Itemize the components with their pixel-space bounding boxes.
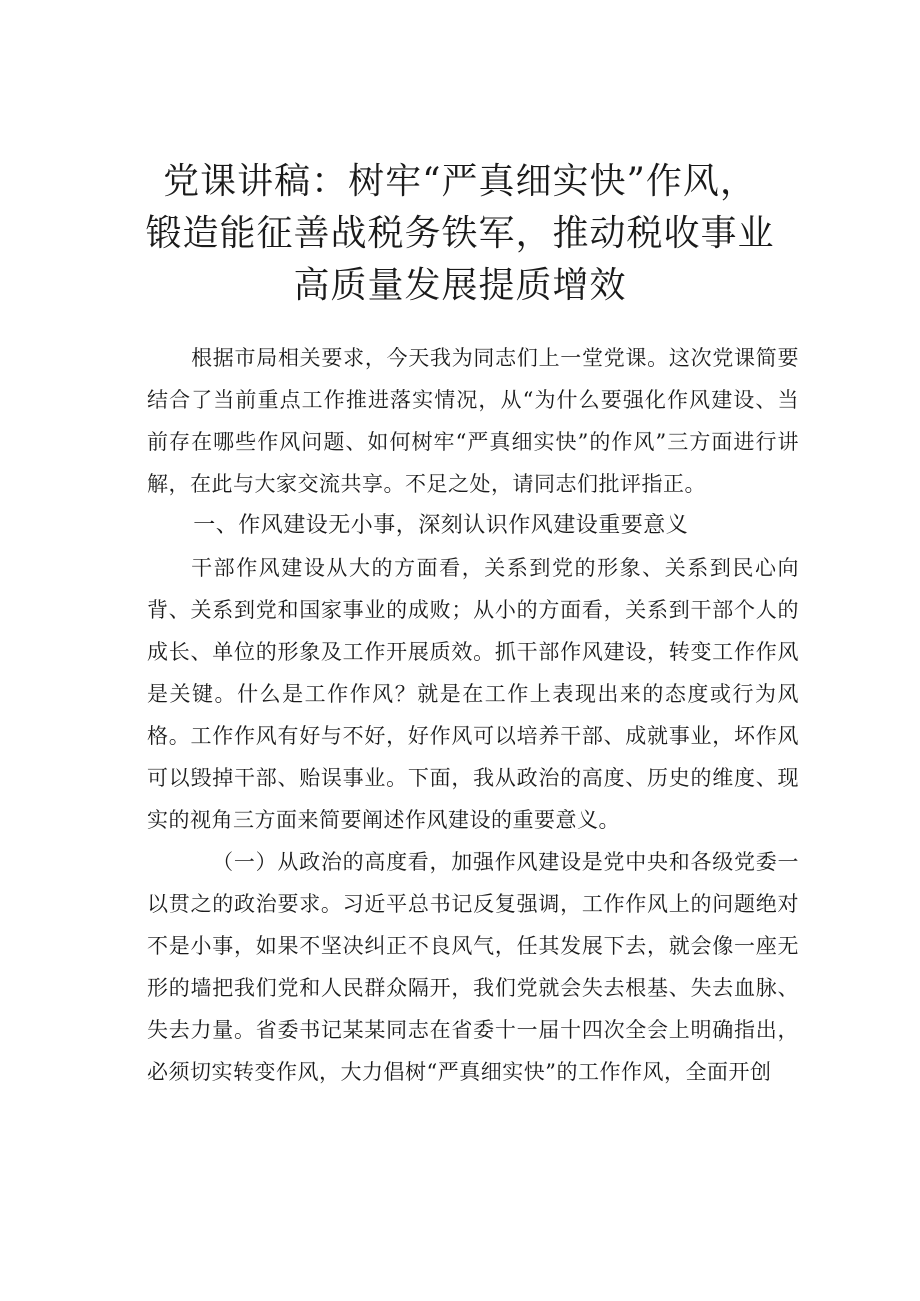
section-heading: 一、作风建设无小事，深刻认识作风建设重要意义 (193, 513, 689, 538)
title-line: 高质量发展提质增效 (293, 265, 627, 306)
body-paragraph: 干部作风建设从大的方面看，关系到党的形象、关系到民心向背、关系到党和国家事业的成败；从小的方面看，关系到干部个人的成长、单位的形象及工作开展质效。抓干部作风建设，转变工作作风是关键。什么是工作作风？就是在工作上表现出来的态度或行为风格。工作作风有好与不好，好作风可以培养干部、成就事业，坏作风可以毁掉干部、贻误事业。下面，我从政治的高度、历史的维度、现实的视角三方面来简要阐述作风建设的重要意义。 (147, 556, 799, 832)
intro-paragraph: 根据市局相关要求，今天我为同志们上一堂党课。这次党课简要结合了当前重点工作推进落实情况，从“为什么要强化作风建设、当前存在哪些作风问题、如何树牢“严真细实快”的作风”三方面进行讲解，在此与大家交流共享。不足之处，请同志们批评指正。 (147, 346, 799, 496)
title-line: 锻造能征善战税务铁军，推动税收事业 (145, 213, 775, 254)
title-line: 党课讲稿：树牢“严真细实快”作风， (163, 161, 757, 202)
document-body (147, 337, 799, 1093)
subsection-paragraph: （一）从政治的高度看，加强作风建设是党中央和各级党委一以贯之的政治要求。习近平总书记反复强调，工作作风上的问题绝对不是小事，如果不坚决纠正不良风气，任其发展下去，就会像一座无形的墙把我们党和人民群众隔开，我们党就会失去根基、失去血脉、失去力量。省委书记某某同志在省委十一届十四次全会上明确指出，必须切实转变作风，大力倡树“严真细实快”的工作作风，全面开创 (147, 850, 799, 1084)
document-title (100, 156, 820, 312)
